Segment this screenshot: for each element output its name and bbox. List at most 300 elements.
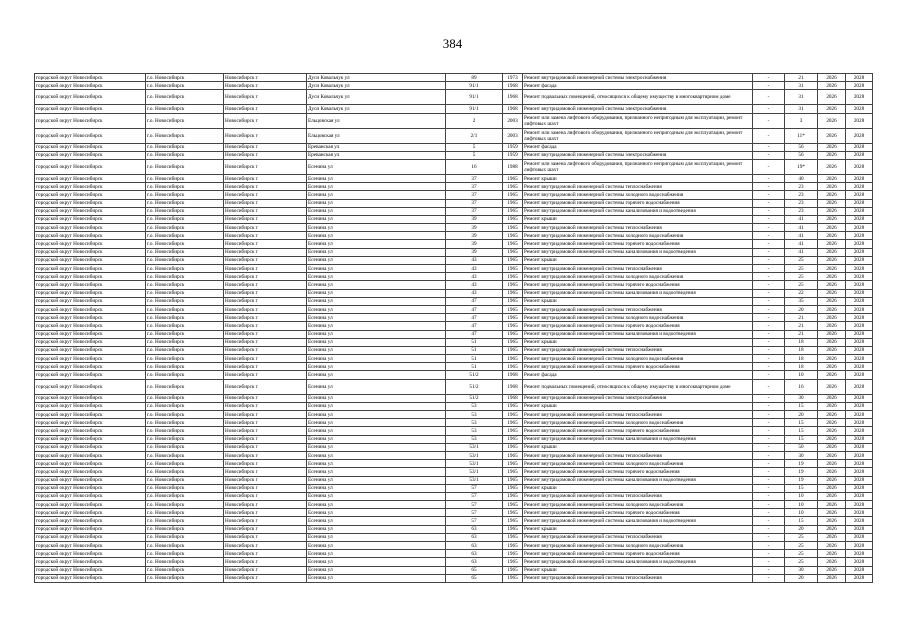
cell-street: Есенина ул xyxy=(307,232,446,240)
cell-settlement: г.о. Новосибирск xyxy=(146,419,224,427)
table-row xyxy=(35,468,873,476)
cell-city: Новосибирск г xyxy=(224,533,307,541)
cell-build-year: 1965 xyxy=(503,509,523,517)
cell-work-type: Ремонт крыши xyxy=(523,215,753,223)
cell-settlement: г.о. Новосибирск xyxy=(146,525,224,533)
cell-year-end: 2028 xyxy=(846,265,873,273)
cell-count: 31 xyxy=(785,90,818,105)
table-row xyxy=(35,338,873,346)
cell-city: Новосибирск г xyxy=(224,484,307,492)
cell-year-start: 2026 xyxy=(818,143,846,151)
cell-year-end: 2028 xyxy=(846,476,873,484)
cell-city: Новосибирск г xyxy=(224,517,307,525)
cell-city: Новосибирск г xyxy=(224,443,307,451)
cell-work-type: Ремонт внутридомовой инженерной системы электроснабжения xyxy=(523,74,753,82)
cell-house: 57 xyxy=(446,484,503,492)
cell-build-year: 1965 xyxy=(503,476,523,484)
cell-year-start: 2026 xyxy=(818,105,846,113)
cell-year-start: 2026 xyxy=(818,435,846,443)
cell-year-start: 2026 xyxy=(818,509,846,517)
cell-house: 53/1 xyxy=(446,476,503,484)
cell-count: 15 xyxy=(785,435,818,443)
cell-year-start: 2026 xyxy=(818,281,846,289)
cell-year-end: 2028 xyxy=(846,509,873,517)
cell-city: Новосибирск г xyxy=(224,371,307,379)
table-row xyxy=(35,90,873,105)
cell-count: 25 xyxy=(785,281,818,289)
cell-city: Новосибирск г xyxy=(224,82,307,90)
table-row xyxy=(35,199,873,207)
table-row xyxy=(35,492,873,500)
cell-house: 47 xyxy=(446,305,503,313)
cell-work-type: Ремонт внутридомовой инженерной системы канализования и водоотведения xyxy=(523,248,753,256)
cell-year-start: 2026 xyxy=(818,468,846,476)
cell-year-end: 2028 xyxy=(846,484,873,492)
table-row xyxy=(35,82,873,90)
cell-city: Новосибирск г xyxy=(224,273,307,281)
cell-year-end: 2028 xyxy=(846,289,873,297)
cell-district: городской округ Новосибирск xyxy=(35,281,146,289)
cell-work-type: Ремонт внутридомовой инженерной системы холодного водоснабжения xyxy=(523,314,753,322)
cell-district: городской округ Новосибирск xyxy=(35,509,146,517)
cell-street: Есенина ул xyxy=(307,363,446,371)
cell-house: 53 xyxy=(446,402,503,410)
cell-year-end: 2028 xyxy=(846,224,873,232)
cell-count: 41 xyxy=(785,240,818,248)
cell-dash: - xyxy=(753,525,785,533)
cell-year-start: 2026 xyxy=(818,74,846,82)
cell-street: Есенина ул xyxy=(307,550,446,558)
cell-work-type: Ремонт внутридомовой инженерной системы горячего водоснабжения xyxy=(523,281,753,289)
cell-build-year: 1965 xyxy=(503,224,523,232)
cell-build-year: 1965 xyxy=(503,215,523,223)
cell-house: 57 xyxy=(446,517,503,525)
cell-build-year: 1965 xyxy=(503,574,523,582)
table-row xyxy=(35,314,873,322)
cell-city: Новосибирск г xyxy=(224,90,307,105)
cell-settlement: г.о. Новосибирск xyxy=(146,248,224,256)
cell-build-year: 1965 xyxy=(503,289,523,297)
cell-work-type: Ремонт внутридомовой инженерной системы холодного водоснабжения xyxy=(523,542,753,550)
cell-year-start: 2026 xyxy=(818,558,846,566)
cell-street: Есенина ул xyxy=(307,289,446,297)
cell-city: Новосибирск г xyxy=(224,411,307,419)
cell-work-type: Ремонт внутридомовой инженерной системы теплоснабжения xyxy=(523,451,753,459)
cell-settlement: г.о. Новосибирск xyxy=(146,435,224,443)
cell-year-start: 2026 xyxy=(818,297,846,305)
table-row xyxy=(35,143,873,151)
cell-year-start: 2026 xyxy=(818,411,846,419)
cell-year-start: 2026 xyxy=(818,256,846,264)
cell-work-type: Ремонт или замена лифтового оборудования, признанного непригодным для эксплуатации, ремонт лифтовых шахт xyxy=(523,128,753,143)
cell-house: 65 xyxy=(446,566,503,574)
cell-settlement: г.о. Новосибирск xyxy=(146,355,224,363)
cell-build-year: 1968 xyxy=(503,371,523,379)
cell-dash: - xyxy=(753,314,785,322)
cell-dash: - xyxy=(753,435,785,443)
table-row xyxy=(35,435,873,443)
cell-street: Есенина ул xyxy=(307,265,446,273)
cell-street: Ереванская ул xyxy=(307,143,446,151)
cell-build-year: 1965 xyxy=(503,533,523,541)
cell-dash: - xyxy=(753,558,785,566)
cell-city: Новосибирск г xyxy=(224,128,307,143)
cell-work-type: Ремонт крыши xyxy=(523,484,753,492)
cell-dash: - xyxy=(753,265,785,273)
cell-settlement: г.о. Новосибирск xyxy=(146,427,224,435)
cell-city: Новосибирск г xyxy=(224,435,307,443)
table-row xyxy=(35,566,873,574)
cell-dash: - xyxy=(753,484,785,492)
cell-settlement: г.о. Новосибирск xyxy=(146,305,224,313)
cell-street: Есенина ул xyxy=(307,314,446,322)
cell-settlement: г.о. Новосибирск xyxy=(146,411,224,419)
cell-build-year: 1965 xyxy=(503,207,523,215)
cell-count: 21 xyxy=(785,74,818,82)
cell-year-end: 2028 xyxy=(846,240,873,248)
cell-build-year: 1965 xyxy=(503,411,523,419)
table-row xyxy=(35,113,873,128)
cell-dash: - xyxy=(753,363,785,371)
cell-build-year: 1988 xyxy=(503,159,523,174)
cell-work-type: Ремонт внутридомовой инженерной системы холодного водоснабжения xyxy=(523,501,753,509)
cell-dash: - xyxy=(753,207,785,215)
cell-dash: - xyxy=(753,248,785,256)
cell-settlement: г.о. Новосибирск xyxy=(146,265,224,273)
cell-count: 10 xyxy=(785,371,818,379)
cell-dash: - xyxy=(753,215,785,223)
cell-city: Новосибирск г xyxy=(224,509,307,517)
cell-year-start: 2026 xyxy=(818,207,846,215)
cell-district: городской округ Новосибирск xyxy=(35,256,146,264)
table-row xyxy=(35,355,873,363)
cell-build-year: 1965 xyxy=(503,265,523,273)
cell-count: 15 xyxy=(785,484,818,492)
cell-settlement: г.о. Новосибирск xyxy=(146,191,224,199)
cell-street: Есенина ул xyxy=(307,468,446,476)
cell-district: городской округ Новосибирск xyxy=(35,191,146,199)
cell-dash: - xyxy=(753,82,785,90)
cell-count: 23 xyxy=(785,183,818,191)
cell-year-end: 2028 xyxy=(846,128,873,143)
cell-city: Новосибирск г xyxy=(224,476,307,484)
cell-year-end: 2028 xyxy=(846,558,873,566)
cell-street: Есенина ул xyxy=(307,305,446,313)
cell-house: 47 xyxy=(446,322,503,330)
cell-work-type: Ремонт внутридомовой инженерной системы теплоснабжения xyxy=(523,265,753,273)
table-row xyxy=(35,476,873,484)
cell-settlement: г.о. Новосибирск xyxy=(146,82,224,90)
cell-year-start: 2026 xyxy=(818,574,846,582)
cell-district: городской округ Новосибирск xyxy=(35,199,146,207)
cell-settlement: г.о. Новосибирск xyxy=(146,159,224,174)
table-row xyxy=(35,525,873,533)
cell-count: 15 xyxy=(785,402,818,410)
cell-year-end: 2028 xyxy=(846,322,873,330)
cell-house: 63 xyxy=(446,533,503,541)
cell-dash: - xyxy=(753,509,785,517)
cell-street: Есенина ул xyxy=(307,427,446,435)
table-row xyxy=(35,281,873,289)
table-row xyxy=(35,289,873,297)
cell-count: 15 xyxy=(785,427,818,435)
cell-build-year: 2003 xyxy=(503,113,523,128)
cell-settlement: г.о. Новосибирск xyxy=(146,105,224,113)
cell-city: Новосибирск г xyxy=(224,232,307,240)
cell-city: Новосибирск г xyxy=(224,460,307,468)
cell-build-year: 1965 xyxy=(503,256,523,264)
cell-district: городской округ Новосибирск xyxy=(35,113,146,128)
capital-repair-table xyxy=(34,73,873,583)
table-row xyxy=(35,460,873,468)
cell-street: Есенина ул xyxy=(307,248,446,256)
table-row xyxy=(35,265,873,273)
cell-settlement: г.о. Новосибирск xyxy=(146,558,224,566)
cell-district: городской округ Новосибирск xyxy=(35,265,146,273)
table-row xyxy=(35,394,873,402)
cell-street: Есенина ул xyxy=(307,159,446,174)
cell-year-end: 2028 xyxy=(846,248,873,256)
cell-year-start: 2026 xyxy=(818,443,846,451)
cell-settlement: г.о. Новосибирск xyxy=(146,363,224,371)
cell-build-year: 1965 xyxy=(503,338,523,346)
cell-work-type: Ремонт внутридомовой инженерной системы канализования и водоотведения xyxy=(523,435,753,443)
cell-year-end: 2028 xyxy=(846,451,873,459)
cell-house: 43 xyxy=(446,281,503,289)
table-row xyxy=(35,256,873,264)
cell-street: Есенина ул xyxy=(307,533,446,541)
cell-district: городской округ Новосибирск xyxy=(35,215,146,223)
table-row xyxy=(35,183,873,191)
cell-year-start: 2026 xyxy=(818,427,846,435)
cell-year-end: 2028 xyxy=(846,492,873,500)
cell-city: Новосибирск г xyxy=(224,419,307,427)
cell-year-end: 2028 xyxy=(846,314,873,322)
cell-year-start: 2026 xyxy=(818,240,846,248)
cell-work-type: Ремонт внутридомовой инженерной системы теплоснабжения xyxy=(523,183,753,191)
cell-dash: - xyxy=(753,143,785,151)
cell-year-end: 2028 xyxy=(846,550,873,558)
cell-count: 21 xyxy=(785,314,818,322)
cell-work-type: Ремонт внутридомовой инженерной системы горячего водоснабжения xyxy=(523,468,753,476)
cell-build-year: 1965 xyxy=(503,240,523,248)
cell-street: Ельцовская ул xyxy=(307,113,446,128)
cell-work-type: Ремонт или замена лифтового оборудования, признанного непригодным для эксплуатации, ремонт лифтовых шахт xyxy=(523,159,753,174)
cell-count: 25 xyxy=(785,550,818,558)
cell-settlement: г.о. Новосибирск xyxy=(146,297,224,305)
cell-house: 63 xyxy=(446,550,503,558)
cell-settlement: г.о. Новосибирск xyxy=(146,371,224,379)
cell-dash: - xyxy=(753,371,785,379)
cell-dash: - xyxy=(753,256,785,264)
cell-city: Новосибирск г xyxy=(224,427,307,435)
cell-district: городской округ Новосибирск xyxy=(35,371,146,379)
cell-year-start: 2026 xyxy=(818,82,846,90)
cell-year-end: 2028 xyxy=(846,151,873,159)
cell-build-year: 1959 xyxy=(503,151,523,159)
cell-count: 19* xyxy=(785,159,818,174)
cell-count: 10 xyxy=(785,509,818,517)
cell-house: 91/1 xyxy=(446,105,503,113)
cell-count: 30 xyxy=(785,394,818,402)
cell-settlement: г.о. Новосибирск xyxy=(146,289,224,297)
cell-district: городской округ Новосибирск xyxy=(35,240,146,248)
cell-district: городской округ Новосибирск xyxy=(35,322,146,330)
cell-settlement: г.о. Новосибирск xyxy=(146,574,224,582)
cell-city: Новосибирск г xyxy=(224,105,307,113)
cell-count: 16 xyxy=(785,379,818,394)
table-row xyxy=(35,232,873,240)
table-row xyxy=(35,105,873,113)
cell-district: городской округ Новосибирск xyxy=(35,411,146,419)
cell-work-type: Ремонт внутридомовой инженерной системы горячего водоснабжения xyxy=(523,199,753,207)
cell-city: Новосибирск г xyxy=(224,289,307,297)
cell-house: 39 xyxy=(446,240,503,248)
cell-count: 41 xyxy=(785,215,818,223)
cell-street: Дуси Ковальчук ул xyxy=(307,74,446,82)
cell-year-end: 2028 xyxy=(846,402,873,410)
cell-city: Новосибирск г xyxy=(224,566,307,574)
cell-settlement: г.о. Новосибирск xyxy=(146,143,224,151)
cell-settlement: г.о. Новосибирск xyxy=(146,183,224,191)
table-row xyxy=(35,215,873,223)
cell-build-year: 1965 xyxy=(503,402,523,410)
cell-year-end: 2028 xyxy=(846,411,873,419)
table-row xyxy=(35,427,873,435)
cell-settlement: г.о. Новосибирск xyxy=(146,346,224,354)
cell-settlement: г.о. Новосибирск xyxy=(146,443,224,451)
cell-district: городской округ Новосибирск xyxy=(35,484,146,492)
cell-count: 15 xyxy=(785,419,818,427)
cell-street: Есенина ул xyxy=(307,273,446,281)
cell-dash: - xyxy=(753,338,785,346)
cell-settlement: г.о. Новосибирск xyxy=(146,281,224,289)
cell-build-year: 1965 xyxy=(503,558,523,566)
cell-city: Новосибирск г xyxy=(224,451,307,459)
cell-build-year: 1965 xyxy=(503,542,523,550)
cell-work-type: Ремонт или замена лифтового оборудования, признанного непригодным для эксплуатации, ремонт лифтовых шахт xyxy=(523,113,753,128)
cell-year-start: 2026 xyxy=(818,128,846,143)
cell-build-year: 1965 xyxy=(503,435,523,443)
cell-year-end: 2028 xyxy=(846,394,873,402)
cell-city: Новосибирск г xyxy=(224,199,307,207)
cell-settlement: г.о. Новосибирск xyxy=(146,492,224,500)
cell-district: городской округ Новосибирск xyxy=(35,297,146,305)
table-row xyxy=(35,550,873,558)
cell-work-type: Ремонт внутридомовой инженерной системы горячего водоснабжения xyxy=(523,427,753,435)
cell-count: 20 xyxy=(785,574,818,582)
cell-count: 20 xyxy=(785,411,818,419)
cell-year-end: 2028 xyxy=(846,74,873,82)
cell-city: Новосибирск г xyxy=(224,525,307,533)
cell-district: городской округ Новосибирск xyxy=(35,363,146,371)
cell-district: городской округ Новосибирск xyxy=(35,183,146,191)
cell-house: 53 xyxy=(446,411,503,419)
cell-year-end: 2028 xyxy=(846,159,873,174)
table-row xyxy=(35,558,873,566)
cell-district: городской округ Новосибирск xyxy=(35,355,146,363)
cell-count: 25 xyxy=(785,273,818,281)
table-body xyxy=(35,74,873,583)
cell-district: городской округ Новосибирск xyxy=(35,443,146,451)
cell-settlement: г.о. Новосибирск xyxy=(146,215,224,223)
cell-district: городской округ Новосибирск xyxy=(35,330,146,338)
cell-count: 3 xyxy=(785,113,818,128)
cell-district: городской округ Новосибирск xyxy=(35,379,146,394)
cell-dash: - xyxy=(753,305,785,313)
cell-year-start: 2026 xyxy=(818,265,846,273)
cell-dash: - xyxy=(753,533,785,541)
cell-work-type: Ремонт внутридомовой инженерной системы холодного водоснабжения xyxy=(523,232,753,240)
cell-city: Новосибирск г xyxy=(224,224,307,232)
cell-house: 47 xyxy=(446,297,503,305)
cell-year-start: 2026 xyxy=(818,355,846,363)
cell-year-start: 2026 xyxy=(818,183,846,191)
cell-district: городской округ Новосибирск xyxy=(35,305,146,313)
cell-year-end: 2028 xyxy=(846,215,873,223)
cell-work-type: Ремонт внутридомовой инженерной системы горячего водоснабжения xyxy=(523,240,753,248)
cell-year-start: 2026 xyxy=(818,151,846,159)
table-row xyxy=(35,363,873,371)
cell-year-start: 2026 xyxy=(818,451,846,459)
cell-street: Есенина ул xyxy=(307,451,446,459)
cell-work-type: Ремонт крыши xyxy=(523,174,753,182)
cell-settlement: г.о. Новосибирск xyxy=(146,273,224,281)
cell-settlement: г.о. Новосибирск xyxy=(146,394,224,402)
cell-build-year: 1965 xyxy=(503,517,523,525)
cell-settlement: г.о. Новосибирск xyxy=(146,113,224,128)
cell-dash: - xyxy=(753,90,785,105)
cell-count: 20 xyxy=(785,305,818,313)
cell-house: 47 xyxy=(446,314,503,322)
cell-house: 63 xyxy=(446,558,503,566)
table-row xyxy=(35,305,873,313)
cell-build-year: 1965 xyxy=(503,191,523,199)
cell-build-year: 1965 xyxy=(503,484,523,492)
cell-city: Новосибирск г xyxy=(224,394,307,402)
cell-city: Новосибирск г xyxy=(224,338,307,346)
cell-year-start: 2026 xyxy=(818,273,846,281)
cell-year-start: 2026 xyxy=(818,248,846,256)
cell-work-type: Ремонт внутридомовой инженерной системы горячего водоснабжения xyxy=(523,363,753,371)
cell-house: 39 xyxy=(446,224,503,232)
cell-house: 39 xyxy=(446,215,503,223)
cell-build-year: 1965 xyxy=(503,550,523,558)
cell-count: 19 xyxy=(785,476,818,484)
cell-street: Есенина ул xyxy=(307,435,446,443)
cell-street: Есенина ул xyxy=(307,558,446,566)
cell-build-year: 1965 xyxy=(503,314,523,322)
cell-house: 47 xyxy=(446,330,503,338)
cell-work-type: Ремонт внутридомовой инженерной системы горячего водоснабжения xyxy=(523,322,753,330)
cell-settlement: г.о. Новосибирск xyxy=(146,550,224,558)
cell-street: Дуси Ковальчук ул xyxy=(307,82,446,90)
cell-year-end: 2028 xyxy=(846,525,873,533)
cell-count: 56 xyxy=(785,151,818,159)
table-row xyxy=(35,574,873,582)
cell-work-type: Ремонт крыши xyxy=(523,256,753,264)
cell-build-year: 1968 xyxy=(503,90,523,105)
cell-street: Есенина ул xyxy=(307,371,446,379)
cell-count: 50 xyxy=(785,443,818,451)
cell-district: городской округ Новосибирск xyxy=(35,427,146,435)
cell-street: Есенина ул xyxy=(307,224,446,232)
cell-dash: - xyxy=(753,240,785,248)
cell-build-year: 1965 xyxy=(503,330,523,338)
cell-dash: - xyxy=(753,492,785,500)
cell-count: 25 xyxy=(785,265,818,273)
cell-settlement: г.о. Новосибирск xyxy=(146,199,224,207)
